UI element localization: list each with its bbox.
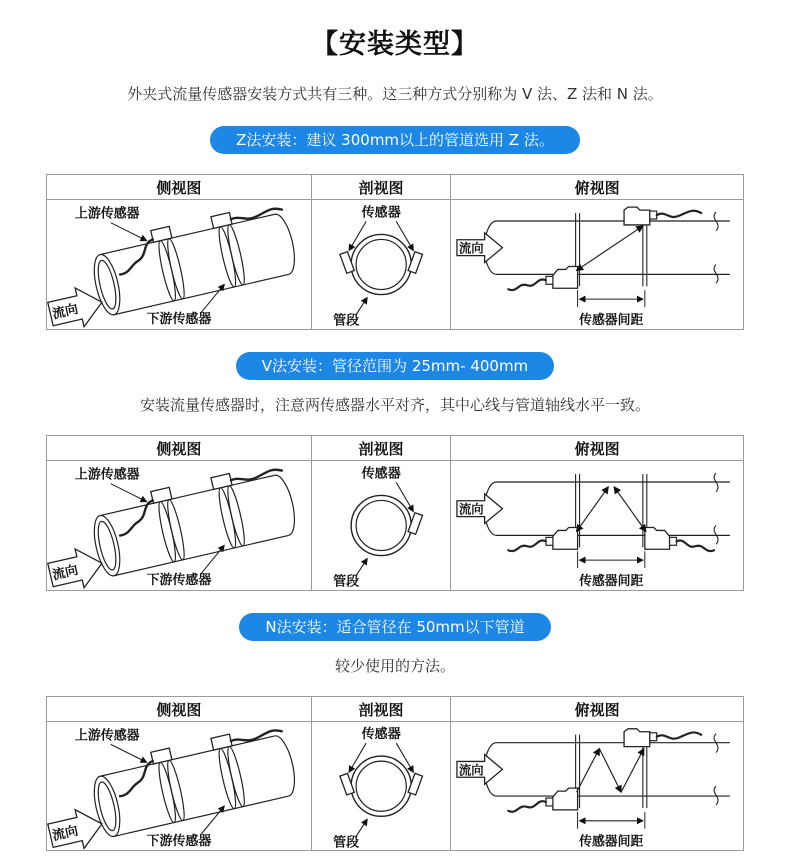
svg-text:流向: 流向 xyxy=(51,301,80,323)
v-method-pill: V法安装：管径范围为 25mm- 400mm xyxy=(236,352,554,380)
svg-text:传感器间距: 传感器间距 xyxy=(579,573,644,589)
n-method-note: 较少使用的方法。 xyxy=(334,657,455,675)
col-header-section-view: 剖视图 xyxy=(311,697,450,722)
z-section-view-diagram xyxy=(312,200,450,329)
intro-text: 外夹式流量传感器安装方式共有三种。这三种方式分别称为 V 法、Z 法和 N 法。 xyxy=(127,85,663,103)
svg-text:传感器: 传感器 xyxy=(361,205,401,221)
z-top-view-cell xyxy=(451,200,744,330)
page-title: 【安装类型】 xyxy=(311,29,479,60)
z-side-view-diagram xyxy=(47,200,311,329)
svg-text:上游传感器: 上游传感器 xyxy=(74,728,140,744)
n-method-pill: N法安装：适合管径在 50mm以下管道 xyxy=(239,613,550,641)
svg-text:下游传感器: 下游传感器 xyxy=(146,833,212,849)
z-method-table xyxy=(46,174,744,330)
svg-text:上游传感器: 上游传感器 xyxy=(74,467,140,483)
svg-text:下游传感器: 下游传感器 xyxy=(146,312,212,328)
col-header-top-view: 俯视图 xyxy=(451,697,744,722)
svg-text:管段: 管段 xyxy=(332,835,359,851)
installation-types-page xyxy=(0,22,790,851)
col-header-side-view: 侧视图 xyxy=(47,175,312,200)
svg-text:管段: 管段 xyxy=(332,313,359,329)
v-side-view-cell xyxy=(47,461,312,591)
n-method-table xyxy=(46,696,744,851)
v-section-view-cell xyxy=(311,461,450,591)
svg-text:管段: 管段 xyxy=(332,574,359,590)
svg-text:上游传感器: 上游传感器 xyxy=(74,206,140,222)
v-section-view-diagram xyxy=(312,461,450,590)
col-header-section-view: 剖视图 xyxy=(311,436,450,461)
svg-text:传感器间距: 传感器间距 xyxy=(579,834,644,850)
n-section-view-cell xyxy=(311,722,450,851)
col-header-side-view: 侧视图 xyxy=(47,697,312,722)
svg-text:流向: 流向 xyxy=(459,763,484,778)
n-side-view-cell xyxy=(47,722,312,851)
svg-text:流向: 流向 xyxy=(459,241,484,256)
col-header-top-view: 俯视图 xyxy=(451,175,744,200)
svg-text:流向: 流向 xyxy=(51,562,80,584)
svg-text:流向: 流向 xyxy=(51,823,80,845)
n-top-view-cell xyxy=(451,722,744,851)
col-header-top-view: 俯视图 xyxy=(451,436,744,461)
svg-text:传感器间距: 传感器间距 xyxy=(579,312,644,328)
v-top-view-diagram xyxy=(451,461,743,590)
z-top-view-diagram xyxy=(451,200,743,329)
v-top-view-cell xyxy=(451,461,744,591)
svg-text:传感器: 传感器 xyxy=(361,466,401,482)
z-section-view-cell xyxy=(311,200,450,330)
svg-text:下游传感器: 下游传感器 xyxy=(146,573,212,589)
v-method-note: 安装流量传感器时，注意两传感器水平对齐，其中心线与管道轴线水平一致。 xyxy=(139,396,650,414)
v-method-table xyxy=(46,435,744,591)
v-side-view-diagram xyxy=(47,461,311,590)
col-header-side-view: 侧视图 xyxy=(47,436,312,461)
col-header-section-view: 剖视图 xyxy=(311,175,450,200)
z-method-pill: Z法安装：建议 300mm以上的管道选用 Z 法。 xyxy=(210,126,580,154)
n-top-view-diagram xyxy=(451,722,743,850)
svg-text:流向: 流向 xyxy=(459,502,484,517)
svg-text:传感器: 传感器 xyxy=(361,727,401,743)
n-side-view-diagram xyxy=(47,722,311,850)
n-section-view-diagram xyxy=(312,722,450,850)
z-side-view-cell xyxy=(47,200,312,330)
